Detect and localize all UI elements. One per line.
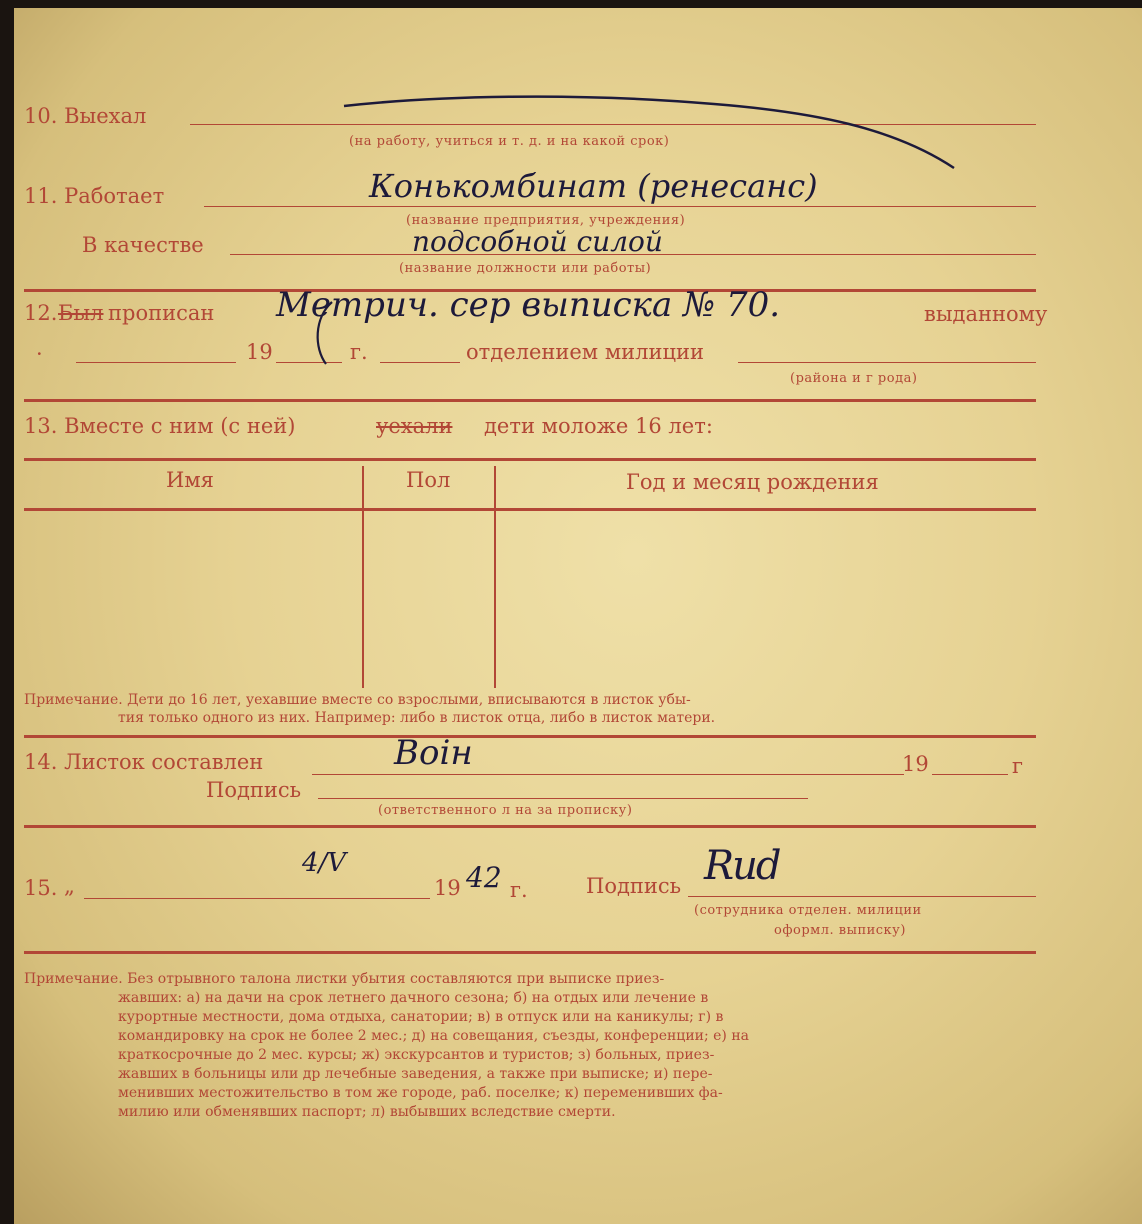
field-12-value: Метрич. сер выписка № 70.: [276, 285, 781, 325]
field-12-vydannomu: выданному: [924, 302, 1048, 326]
field-15-quote: „: [64, 874, 75, 898]
field-13-rest: дети моложе 16 лет:: [484, 414, 713, 438]
field-13-uehali: уехали: [376, 414, 453, 438]
field-15-year: 42: [466, 861, 502, 894]
field-15-year-prefix: 19: [434, 876, 461, 900]
note-2-line-5: краткосрочные до 2 мес. курсы; ж) экскурсантов и туристов; з) больных, приез-: [118, 1047, 715, 1063]
field-12-num: 12.: [24, 301, 58, 325]
field-11-label: 11. Работает: [24, 184, 165, 208]
note-2-line-4: командировку на срок не более 2 мес.; д) на совещания, съезды, конференции; е) на: [118, 1028, 750, 1044]
field-14-year: 19: [902, 752, 929, 776]
field-11-hint: (название предприятия, учреждения): [406, 213, 686, 228]
field-12-hint: (района и г рода): [790, 371, 918, 386]
table-col-name: Имя: [166, 468, 214, 492]
field-15-signature: Rud: [704, 843, 780, 889]
note-2-line-2: жавших: а) на дачи на срок летнего дачного сезона; б) на отдых или лечение в: [118, 990, 709, 1006]
field-14-value: Воін: [394, 733, 473, 773]
form-sheet: [14, 8, 1142, 1224]
note-2-line-1: Примечание. Без отрывного талона листки убытия составляются при выписке приез-: [24, 971, 665, 987]
field-10-label: 10. Выехал: [24, 104, 147, 128]
field-11-value: Конькомбинат (ренесанс): [369, 167, 818, 205]
field-12-label: прописан: [108, 301, 215, 325]
note-2-line-6: жавших в больницы или др лечебные заведения, а также при выписке; и) пере-: [118, 1066, 713, 1082]
field-14-sig-hint: (ответственного л на за прописку): [378, 803, 633, 818]
field-12-year: 19: [246, 340, 273, 364]
note-1-line-1: Примечание. Дети до 16 лет, уехавшие вместе со взрослыми, вписываются в листок убы-: [24, 692, 691, 708]
field-15-sig-hint-1: (сотрудника отделен. милиции: [694, 903, 922, 918]
field-14-sig-label: Подпись: [206, 778, 302, 802]
curve-stroke-left: [318, 302, 332, 364]
note-2-line-7: менивших местожительство в том же городе, раб. поселке; к) переменивших фа-: [118, 1085, 723, 1101]
kachestve-value: подсобной силой: [412, 225, 663, 258]
field-14-g: г: [1012, 754, 1024, 778]
kachestve-label: В качестве: [82, 233, 204, 257]
field-15-g: г.: [510, 878, 528, 902]
kachestve-hint: (название должности или работы): [399, 261, 652, 276]
field-12-g: г.: [350, 340, 368, 364]
field-15-sig-hint-2: оформл. выписку): [774, 923, 906, 938]
table-col-sex: Пол: [406, 468, 451, 492]
field-12-otdel: отделением милиции: [466, 340, 704, 364]
field-10-hint: (на работу, учиться и т. д. и на какой срок): [349, 134, 670, 149]
handwriting-strokes: [14, 8, 1142, 1224]
note-1-line-2: тия только одного из них. Например: либо в листок отца, либо в листок матери.: [118, 710, 716, 726]
field-13-label: 13. Вместе с ним (с ней): [24, 414, 296, 438]
curve-stroke-top: [344, 97, 954, 168]
field-15-date: 4/V: [302, 848, 347, 878]
table-col-birth: Год и месяц рождения: [626, 470, 879, 494]
field-12-dot: ·: [36, 342, 43, 366]
note-2-line-8: милию или обменявших паспорт; л) выбывших вследствие смерти.: [118, 1104, 616, 1120]
field-12-byl: Был: [58, 301, 104, 325]
field-15-num: 15.: [24, 876, 58, 900]
note-2-line-3: курортные местности, дома отдыха, санатории; в) в отпуск или на каникулы; г) в: [118, 1009, 724, 1025]
field-14-label: 14. Листок составлен: [24, 750, 264, 774]
field-15-sig-label: Подпись: [586, 874, 682, 898]
